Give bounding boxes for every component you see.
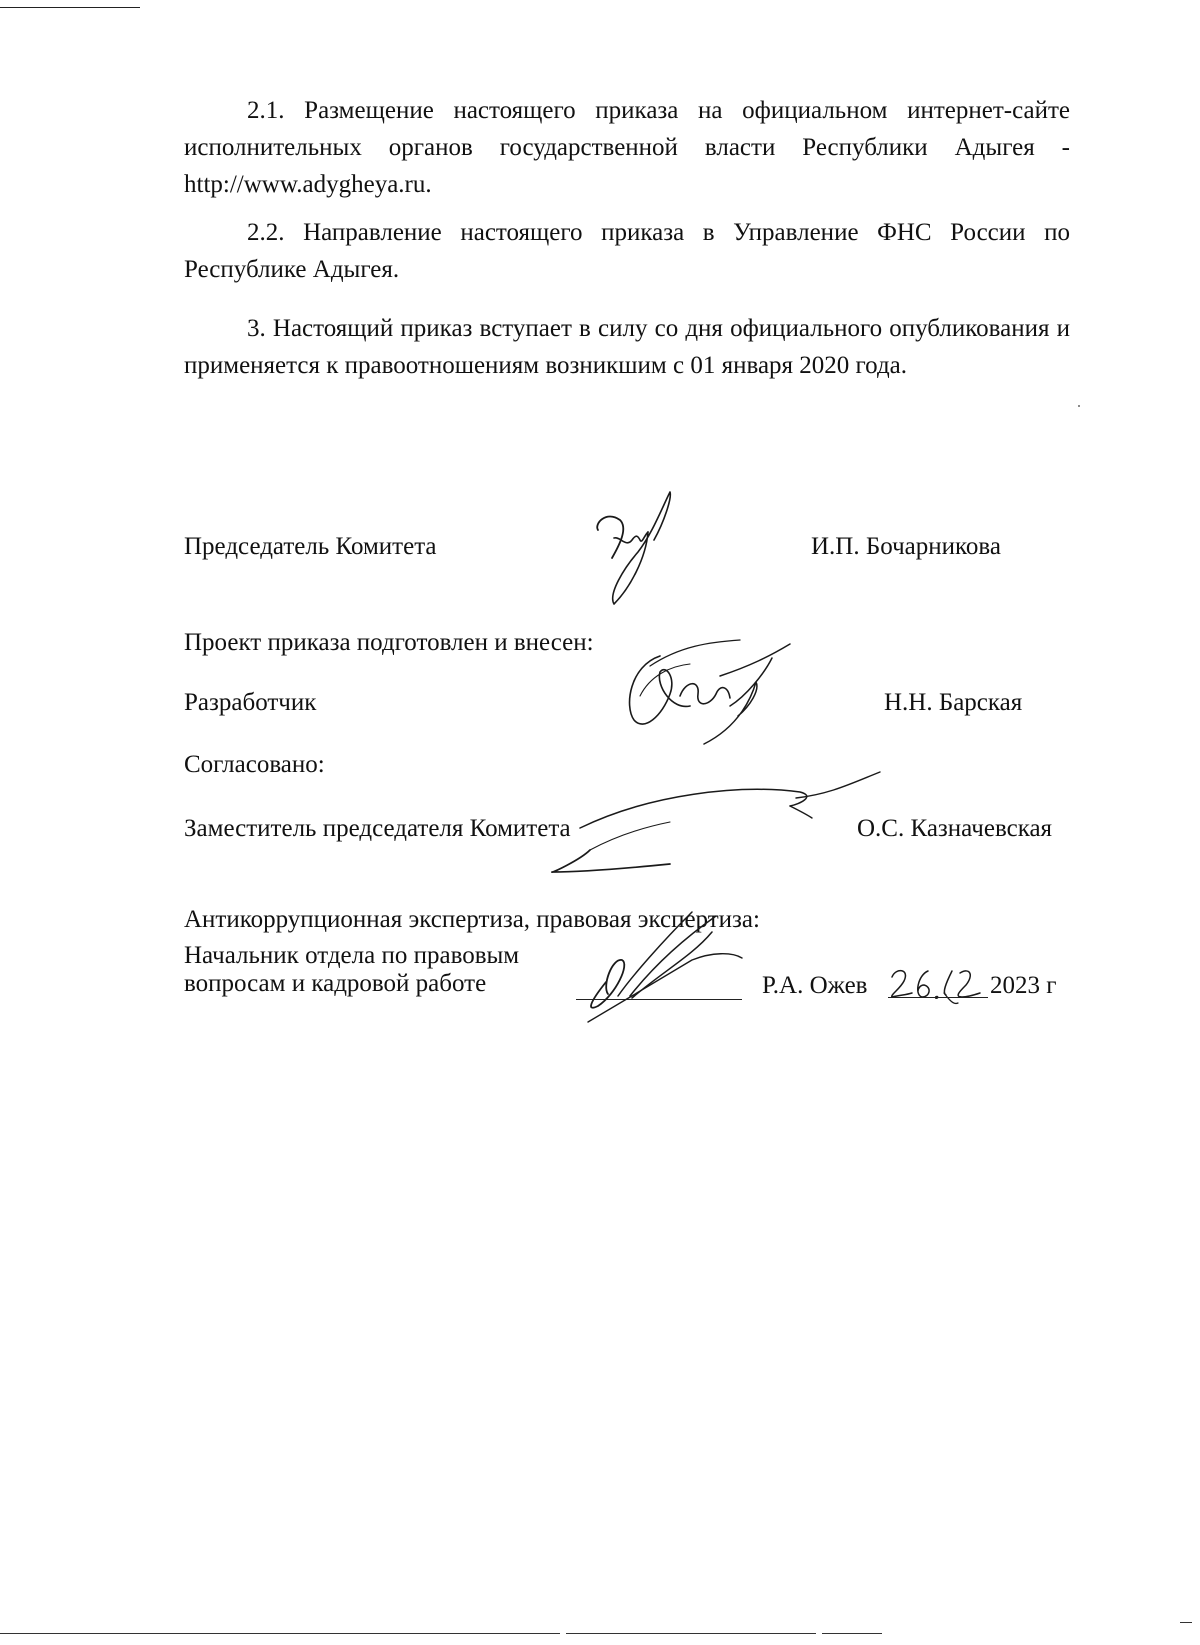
paragraph-2-2: 2.2. Направление настоящего приказа в Управление ФНС России по Республике Адыгея.	[184, 219, 1070, 283]
bottom-rule-left	[0, 1633, 560, 1634]
developer-name: Н.Н. Барская	[884, 689, 1023, 716]
expertise-signature	[572, 902, 752, 1026]
bottom-rule-right	[822, 1633, 882, 1634]
paragraph-2-1: 2.1. Размещение настоящего приказа на официальном интернет-сайте исполнительных органов государственной власти Республики Адыгея - http://www.adygheya.ru.	[184, 97, 1070, 198]
chairman-signature	[590, 488, 690, 608]
handwritten-date	[888, 965, 956, 1003]
top-rule	[0, 7, 140, 8]
developer-signature	[620, 636, 810, 746]
expertise-heading: Антикоррупционная экспертиза, правовая экспертиза:	[184, 906, 760, 933]
bottom-rule-middle	[566, 1633, 816, 1634]
expertise-name: Р.А. Ожев	[762, 972, 868, 999]
deputy-name: О.С. Казначевская	[857, 815, 1053, 842]
bottom-rule-mark	[1180, 1622, 1192, 1623]
date-handwriting	[888, 965, 988, 1007]
expertise-title-line2: вопросам и кадровой работе	[184, 970, 487, 997]
date-year: 2023 г	[990, 972, 1057, 999]
chairman-title: Председатель Комитета	[184, 533, 437, 560]
date-underline	[888, 997, 988, 998]
project-note: Проект приказа подготовлен и внесен:	[184, 629, 594, 656]
deputy-title: Заместитель председателя Комитета	[184, 815, 571, 842]
agreed-label: Согласовано:	[184, 751, 325, 778]
chairman-name: И.П. Бочарникова	[811, 533, 1001, 560]
expertise-title-line1: Начальник отдела по правовым	[184, 942, 520, 969]
developer-title: Разработчик	[184, 689, 317, 716]
scan-speck	[1078, 405, 1080, 407]
paragraph-3: 3. Настоящий приказ вступает в силу со дня официального опубликования и применяется к правоотношениям возникшим с 01 января 2020 года.	[184, 315, 1070, 379]
deputy-signature	[540, 764, 890, 884]
